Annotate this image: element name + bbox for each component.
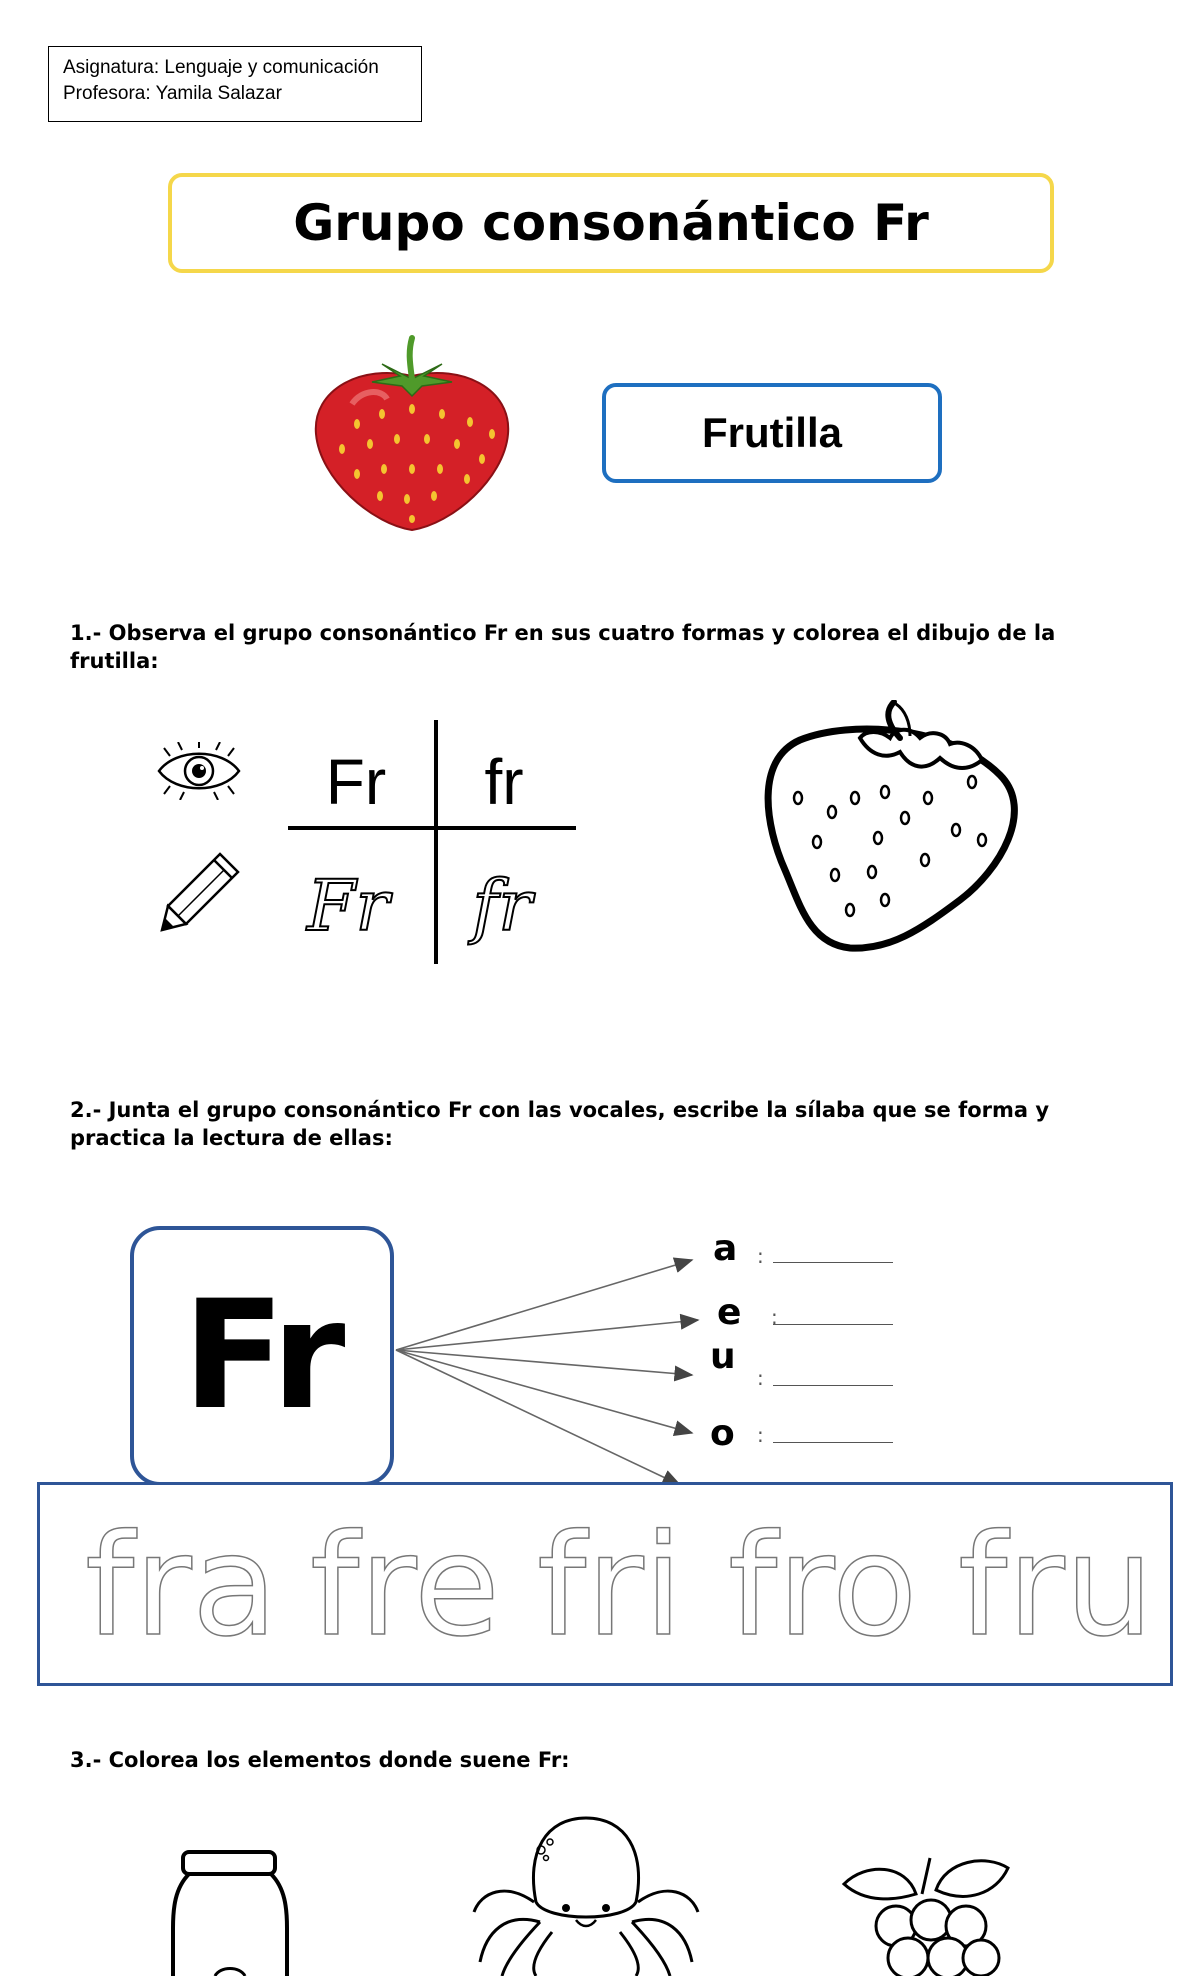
writing-line-a[interactable] xyxy=(773,1262,893,1263)
pencil-icon xyxy=(158,850,242,934)
colon-u: : xyxy=(757,1366,764,1390)
word-card-label: Frutilla xyxy=(701,409,842,456)
teacher-label: Profesora: Yamila Salazar xyxy=(63,83,282,104)
colon-o: : xyxy=(757,1423,764,1447)
section1-instruction: 1.- Observa el grupo consonántico Fr en sus cuatro formas y colorea el dibujo de la frutilla: xyxy=(70,621,1056,673)
fr-big-letters: Fr xyxy=(182,1269,342,1443)
cursive-upper-fr: Fr xyxy=(306,865,390,947)
writing-line-e[interactable] xyxy=(773,1324,893,1325)
octopus-image[interactable] xyxy=(466,1812,706,1976)
strawberry-outline-image xyxy=(760,700,1030,960)
trace-syllable-fru[interactable]: fru xyxy=(958,1505,1154,1668)
word-card xyxy=(602,383,942,483)
vowel-o: o xyxy=(710,1413,735,1454)
writing-line-o[interactable] xyxy=(773,1442,893,1443)
subject-label: Asignatura: Lenguaje y comunicación xyxy=(63,57,379,78)
section3-instruction: 3.- Colorea los elementos donde suene Fr: xyxy=(70,1748,570,1772)
section2-instruction: 2.- Junta el grupo consonántico Fr con las vocales, escribe la sílaba que se forma y practica la lectura de ellas: xyxy=(70,1098,1050,1150)
title-box xyxy=(168,173,1054,273)
raspberry-image[interactable] xyxy=(836,1854,1016,1976)
print-upper-fr: Fr xyxy=(325,746,387,818)
fr-letter-card xyxy=(130,1226,394,1486)
cursive-lower-fr: fr xyxy=(472,865,532,947)
colon-e: : xyxy=(771,1305,778,1329)
page-title: Grupo consonántico Fr xyxy=(293,194,929,252)
subject-info-box xyxy=(48,46,422,122)
trace-syllable-fro[interactable]: fro xyxy=(728,1505,918,1668)
connector-arrows xyxy=(390,1240,720,1490)
print-lower-fr: fr xyxy=(484,746,524,818)
vowel-e: e xyxy=(717,1292,742,1333)
fr-four-forms-table xyxy=(284,718,580,966)
writing-line-u[interactable] xyxy=(773,1385,893,1386)
syllable-tracing-box xyxy=(37,1482,1173,1686)
vowel-u: u xyxy=(710,1336,736,1377)
jar-image[interactable] xyxy=(165,1848,295,1976)
trace-syllable-fri[interactable]: fri xyxy=(537,1505,683,1668)
eye-icon xyxy=(156,742,242,800)
colon-a: : xyxy=(757,1244,764,1268)
strawberry-color-image xyxy=(312,334,512,534)
trace-syllable-fra[interactable]: fra xyxy=(85,1505,278,1668)
trace-syllable-fre[interactable]: fre xyxy=(310,1505,500,1668)
vowel-a: a xyxy=(713,1228,738,1269)
